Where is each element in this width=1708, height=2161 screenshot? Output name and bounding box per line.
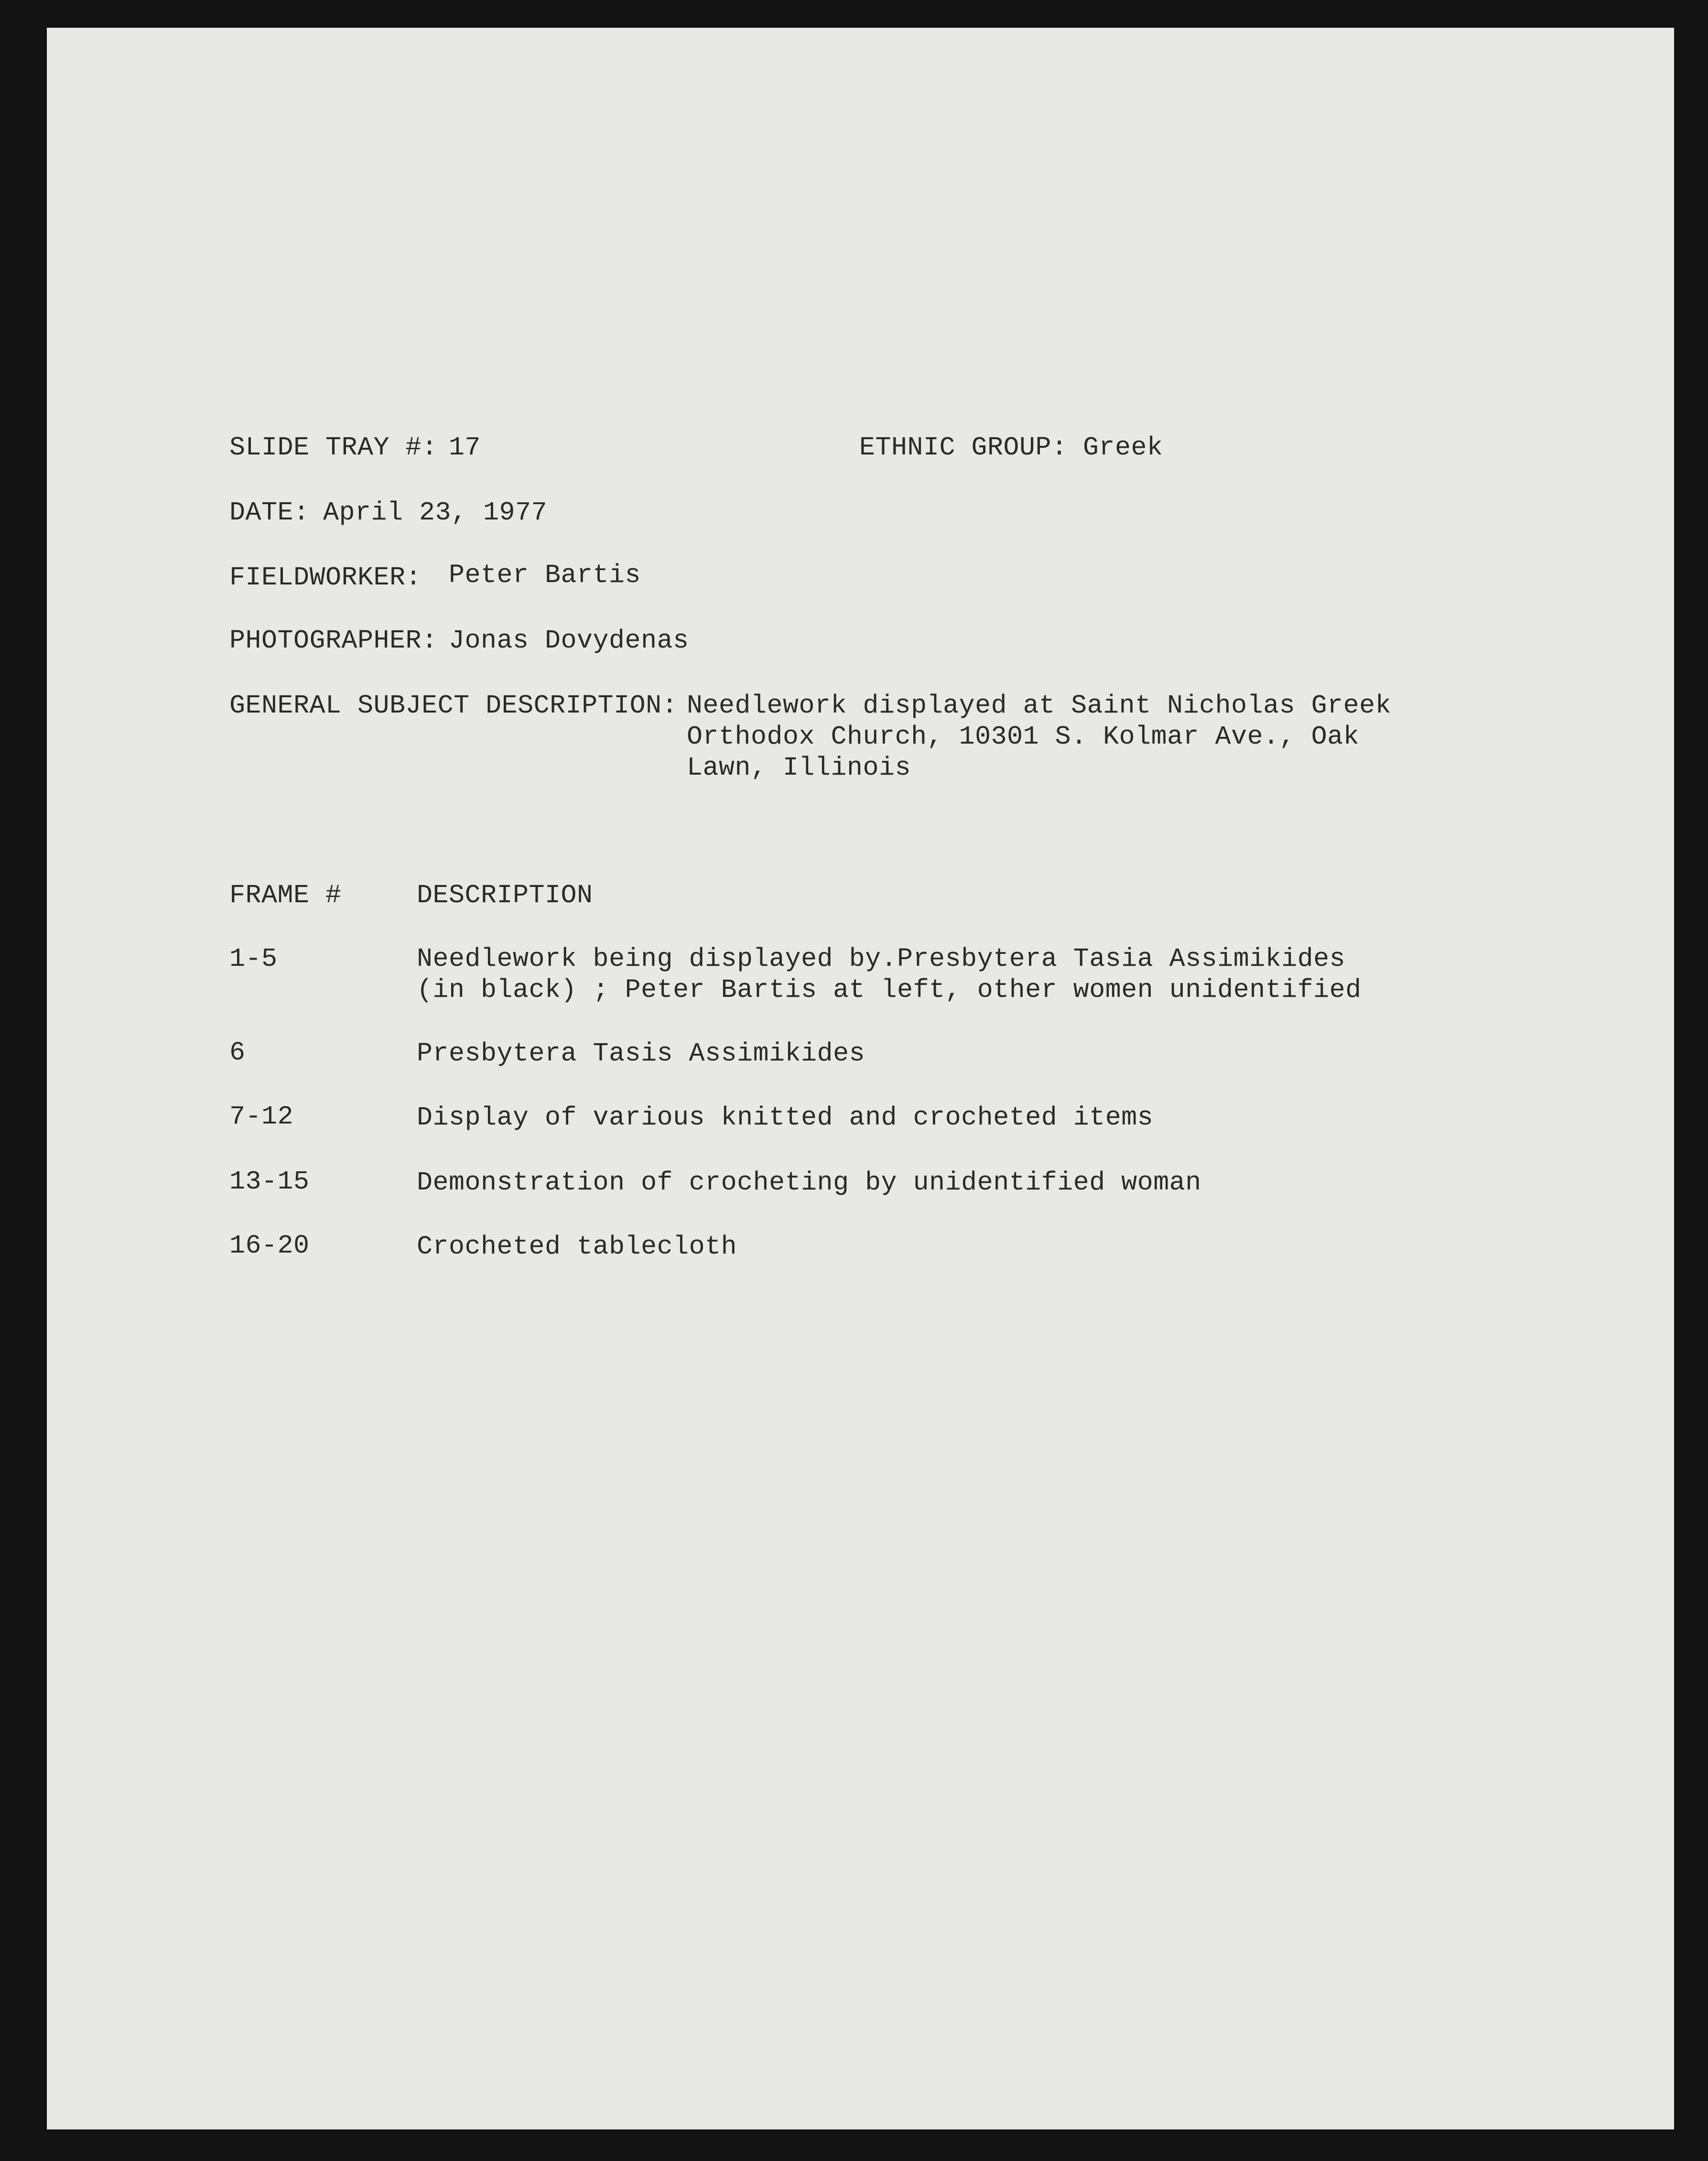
frame-description: Presbytera Tasis Assimikides	[417, 1038, 865, 1069]
photographer-label: PHOTOGRAPHER:	[229, 626, 438, 656]
slide-tray-value: 17	[449, 432, 481, 463]
subject-line: Orthodox Church, 10301 S. Kolmar Ave., Oak	[687, 722, 1360, 752]
fieldworker-label: FIELDWORKER:	[229, 562, 422, 593]
ethnic-group-label: ETHNIC GROUP:	[859, 432, 1068, 463]
frame-number: 1-5	[229, 944, 278, 974]
frame-number: 13-15	[229, 1167, 310, 1197]
frame-description: Display of various knitted and crocheted items	[417, 1102, 1154, 1133]
frame-number: 7-12	[229, 1102, 294, 1132]
frame-number: 16-20	[229, 1231, 310, 1261]
frame-description: Demonstration of crocheting by unidentified woman	[417, 1167, 1201, 1198]
subject-line: Needlework displayed at Saint Nicholas Greek	[687, 691, 1392, 721]
date-label: DATE:	[229, 497, 310, 528]
frame-description: Crocheted tablecloth	[417, 1232, 737, 1262]
date-value: April 23, 1977	[323, 497, 548, 528]
frame-number: 6	[229, 1037, 246, 1068]
frame-description: Needlework being displayed by.Presbytera Tasia Assimikides	[417, 944, 1346, 974]
document-page	[47, 28, 1674, 2129]
ethnic-group-value: Greek	[1083, 432, 1163, 463]
photographer-value: Jonas Dovydenas	[449, 626, 689, 656]
subject-label: GENERAL SUBJECT DESCRIPTION:	[229, 691, 678, 721]
frame-description: (in black) ; Peter Bartis at left, other women unidentified	[417, 975, 1362, 1005]
slide-tray-label: SLIDE TRAY #:	[229, 432, 438, 463]
description-column-header: DESCRIPTION	[417, 880, 593, 910]
fieldworker-value: Peter Bartis	[449, 560, 641, 590]
subject-line: Lawn, Illinois	[687, 753, 911, 783]
frame-column-header: FRAME #	[229, 880, 342, 910]
